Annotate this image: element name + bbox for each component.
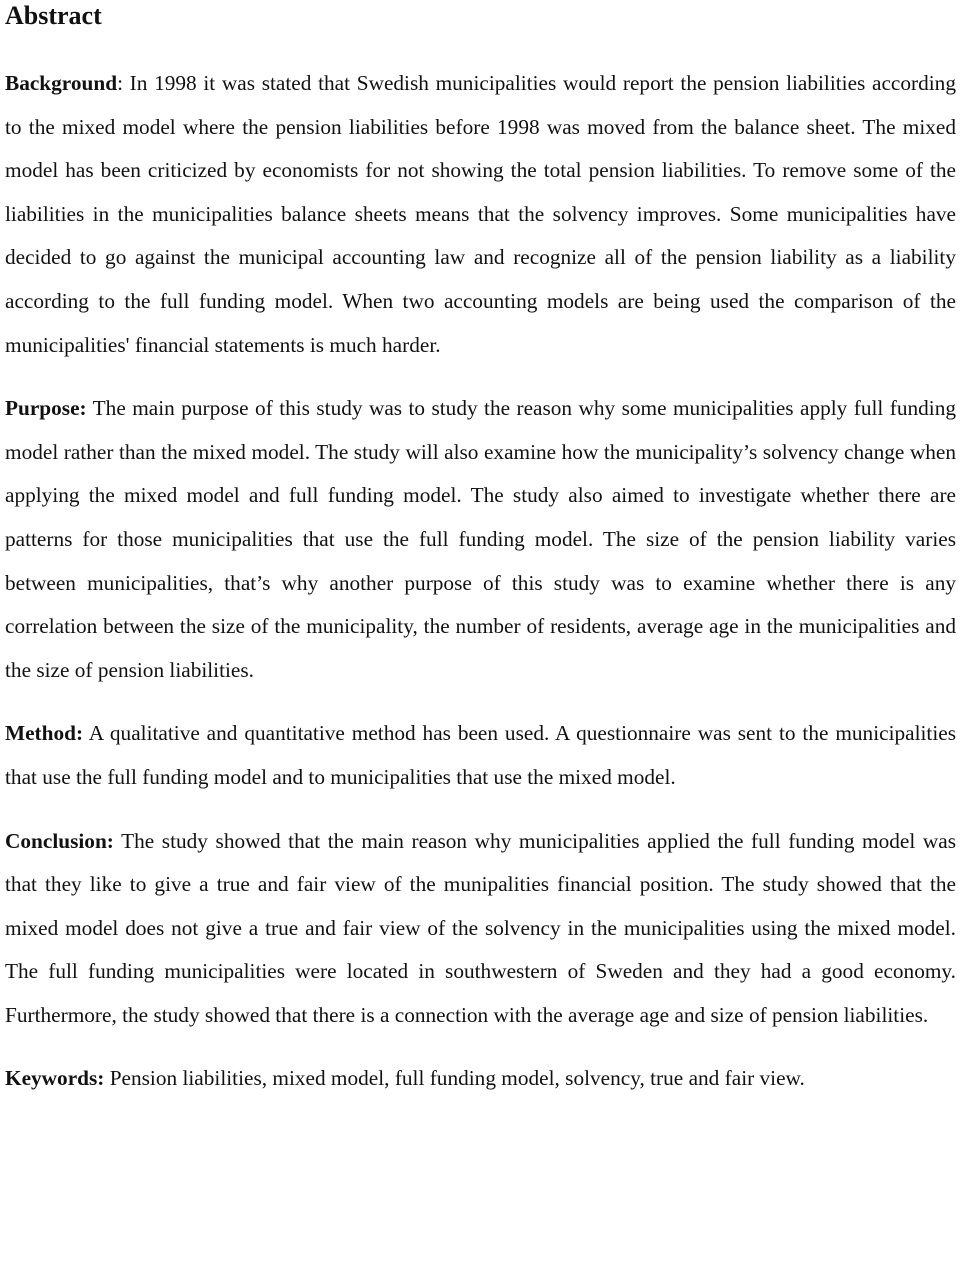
method-paragraph xyxy=(5,712,956,799)
conclusion-paragraph xyxy=(5,820,956,1038)
purpose-paragraph xyxy=(5,387,956,692)
conclusion-text: The study showed that the main reason why municipalities applied the full funding model was that they like to give a true and fair view of the munipalities financial position. The study showed that the mixed model does not give a true and fair view of the solvency in the municipalities using the mixed model. The full funding municipalities were located in southwestern of Sweden and they had a good economy. Furthermore, the study showed that there is a connection with the average age and size of pension liabilities. xyxy=(5,828,956,1027)
keywords-paragraph xyxy=(5,1057,956,1101)
keywords-label: Keywords: xyxy=(5,1066,105,1091)
background-label: Background xyxy=(5,71,118,95)
keywords-text: Pension liabilities, mixed model, full funding model, solvency, true and fair view. xyxy=(104,1066,805,1091)
abstract-heading: Abstract xyxy=(5,1,102,30)
purpose-label: Purpose: xyxy=(5,396,87,421)
background-text: In 1998 it was stated that Swedish municipalities would report the pension liabilities according to the mixed model where the pension liabilities before 1998 was moved from the balance sheet. The mixed model has been criticized by economists for not showing the total pension liabilities. To remove some of the liabilities in the municipalities balance sheets means that the solvency improves. Some municipalities have decided to go against the municipal accounting law and recognize all of the pension liability as a liability according to the full funding model. When two accounting models are being used the comparison of the municipalities' financial statements is much harder. xyxy=(5,71,956,357)
conclusion-label: Conclusion: xyxy=(5,828,114,853)
purpose-text: The main purpose of this study was to study the reason why some municipalities apply full funding model rather than the mixed model. The study will also examine how the municipality’s solvency change when applying the mixed model and full funding model. The study also aimed to investigate whether there are patterns for those municipalities that use the full funding model. The size of the pension liability varies between municipalities, that’s why another purpose of this study was to examine whether there is any correlation between the size of the municipality, the number of residents, average age in the municipalities and the size of pension liabilities. xyxy=(5,396,956,682)
document-page xyxy=(5,0,956,1101)
method-text: A qualitative and quantitative method has been used. A questionnaire was sent to the municipalities that use the full funding model and to municipalities that use the mixed model. xyxy=(5,721,956,789)
background-separator: : xyxy=(117,71,130,95)
background-paragraph xyxy=(5,62,956,367)
method-label: Method: xyxy=(5,721,84,746)
